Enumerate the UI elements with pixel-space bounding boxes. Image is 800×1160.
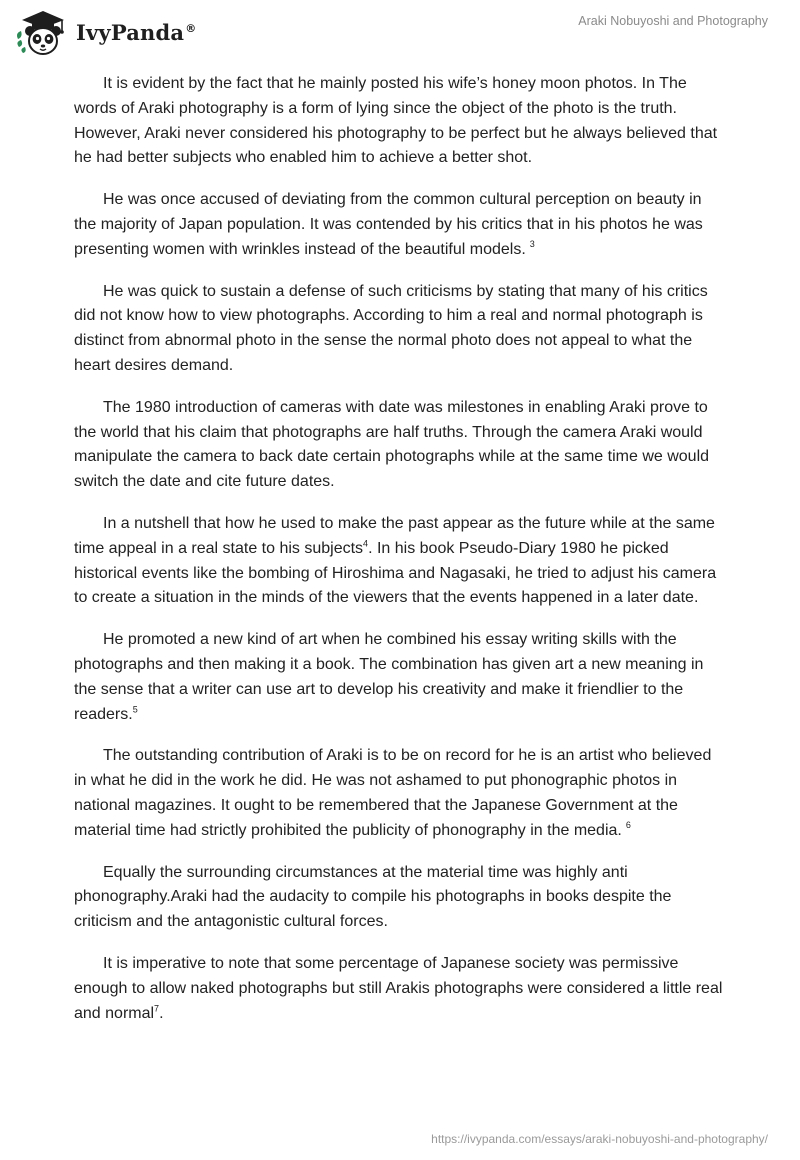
paragraph: The outstanding contribution of Araki is to be on record for he is an artist who believed in what he did in the work he did. He was not ashamed to put phonographic photos in national magazines. It ought to be remembered that the Japanese Government at the material time had strictly prohibited the publicity of phonography in the media. $^6$ [74, 747, 712, 839]
paragraph: The 1980 introduction of cameras with date was milestones in enabling Araki prove to the world that his claim that photographs are half truths. Through the camera Araki would manipulate the camera to back date certain photographs while at the same time we would switch the date and cite future dates. [74, 398, 710, 491]
source-url-link[interactable]: https://ivypanda.com/essays/araki-nobuyoshi-and-photography/ [431, 1132, 768, 1146]
document-title: Araki Nobuyoshi and Photography [578, 14, 768, 28]
footnote-marker: 5 [132, 704, 138, 715]
paragraph: He was quick to sustain a defense of such criticisms by stating that many of his critics did not know how to view photographs. According to him a real and normal photograph is distinct from abnormal photo in the sense the normal photo does not appeal to what the heart desires demand. [74, 282, 708, 374]
footnote-marker: 6 [625, 820, 631, 831]
paragraph: Equally the surrounding circumstances at the material time was highly anti phonography.Araki had the audacity to compile his photographs in books despite the criticism and the antagonistic cultural forces. [74, 863, 672, 931]
ivypanda-logo[interactable] [14, 7, 196, 57]
registered-mark: ® [185, 21, 197, 35]
page-header [0, 0, 800, 60]
footnote-marker: 7 [154, 1003, 160, 1014]
footnote-marker: 3 [529, 239, 535, 250]
paragraph: It is imperative to note that some percentage of Japanese society was permissive enough to allow naked photographs but still Arakis photographs were considered a little real and normal$^7$. [74, 954, 723, 1022]
paragraph: It is evident by the fact that he mainly posted his wife’s honey moon photos. In The words of Araki photography is a form of lying since the object of the photo is the truth. However, Araki never considered his photography to be perfect but he always believed that he had better subjects who enabled him to achieve a better shot. [74, 75, 718, 167]
footnote-marker: 4 [363, 538, 369, 549]
brand-name: IvyPanda® [76, 19, 197, 45]
paragraph: He was once accused of deviating from the common cultural perception on beauty in the majority of Japan population. It was contended by his critics that in his photos he was presenting women with wrinkles instead of the beautiful models. $^3$ [74, 191, 703, 258]
panda-graduate-icon [14, 7, 72, 57]
paragraph: In a nutshell that how he used to make the past appear as the future while at the same time appeal in a real state to his subjects$^4$. In his book Pseudo-Diary 1980 he picked historical events like the bombing of Hiroshima and Nagasaki, he tried to adjust his camera to create a situation in the minds of the viewers that the events happened in a later date. [74, 514, 717, 607]
paragraph: He promoted a new kind of art when he combined his essay writing skills with the photographs and then making it a book. The combination has given art a new meaning in the sense that a writer can use art to develop his creativity and make it friendlier to the readers.$^5$ [74, 631, 704, 723]
essay-body [74, 72, 726, 1043]
